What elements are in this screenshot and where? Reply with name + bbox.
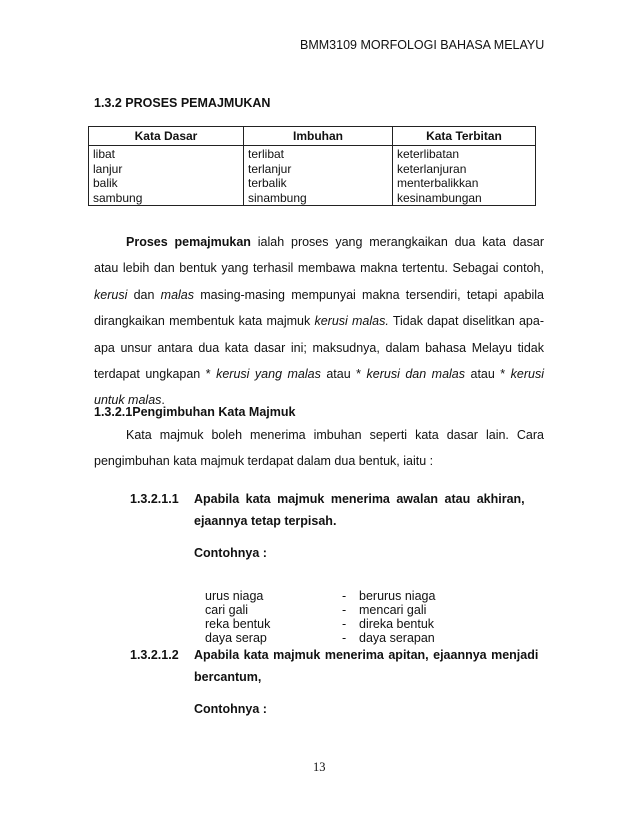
example-result: mencari gali bbox=[359, 603, 427, 617]
example-dash: - bbox=[342, 589, 347, 603]
table-header-cell: Kata Dasar bbox=[89, 127, 244, 146]
term-bold: Proses pemajmukan bbox=[126, 235, 251, 249]
paragraph-text: dan bbox=[127, 287, 161, 302]
table-row bbox=[89, 162, 536, 177]
paragraph-text: atau * bbox=[465, 367, 511, 382]
table-cell: balik bbox=[89, 176, 244, 191]
table-cell: terbalik bbox=[244, 176, 393, 191]
table-row bbox=[89, 146, 536, 162]
item-number: 1.3.2.1.2 bbox=[130, 648, 179, 662]
subsection-paragraph bbox=[94, 422, 544, 475]
paragraph-text: Tidak dapat diselitkan apa-apa unsur antara dua kata dasar ini; maksudnya, dalam bahasa Melayu tidak terdapat ungkapan * bbox=[94, 314, 545, 382]
example-dash: - bbox=[342, 617, 347, 631]
section-title: 1.3.2 PROSES PEMAJMUKAN bbox=[94, 96, 271, 110]
table-cell: sambung bbox=[89, 191, 244, 206]
example-italic: kerusi yang malas bbox=[216, 367, 321, 382]
paragraph-text: ialah proses yang merangkaikan dua kata dasar atau lebih dan bentuk yang terhasil membawa makna tertentu. Sebagai contoh, bbox=[94, 235, 544, 276]
table-cell: terlibat bbox=[244, 146, 393, 162]
definition-paragraph bbox=[94, 229, 544, 414]
example-base: reka bentuk bbox=[205, 617, 271, 631]
table-cell: libat bbox=[89, 146, 244, 162]
subsection-title: 1.3.2.1Pengimbuhan Kata Majmuk bbox=[94, 405, 296, 419]
example-base: urus niaga bbox=[205, 589, 264, 603]
table-cell: keterlanjuran bbox=[393, 162, 536, 177]
item-line-2: ejaannya tetap terpisah. bbox=[194, 514, 337, 528]
page-number: 13 bbox=[313, 760, 326, 774]
example-italic: kerusi malas. bbox=[314, 314, 389, 329]
example-italic: kerusi bbox=[94, 287, 128, 302]
item-heading-2 bbox=[130, 648, 538, 662]
table-header-row bbox=[89, 127, 536, 146]
example-italic: kerusi dan malas bbox=[366, 367, 466, 382]
table-cell: kesinambungan bbox=[393, 191, 536, 206]
example-dash: - bbox=[342, 603, 347, 617]
example-result: daya serapan bbox=[359, 631, 435, 645]
table-row bbox=[89, 176, 536, 191]
morphology-table bbox=[88, 126, 536, 206]
example-result: direka bentuk bbox=[359, 617, 435, 631]
item-line-2: bercantum, bbox=[194, 670, 262, 684]
example-italic: malas bbox=[160, 287, 194, 302]
item-heading-1 bbox=[130, 492, 525, 506]
table-cell: menterbalikkan bbox=[393, 176, 536, 191]
contoh-label: Contohnya : bbox=[194, 546, 267, 560]
item-line: Apabila kata majmuk menerima apitan, ejaannya menjadi bbox=[194, 648, 539, 662]
example-base: daya serap bbox=[205, 631, 267, 645]
example-dash: - bbox=[342, 631, 347, 645]
table-header-cell: Kata Terbitan bbox=[393, 127, 536, 146]
paragraph-text: Kata majmuk boleh menerima imbuhan seperti kata dasar lain. Cara pengimbuhan kata majmuk terdapat dalam dua bentuk, iaitu : bbox=[94, 428, 544, 469]
table-cell: sinambung bbox=[244, 191, 393, 206]
paragraph-text: . bbox=[161, 393, 165, 408]
paragraph-text: atau * bbox=[320, 367, 367, 382]
item-number: 1.3.2.1.1 bbox=[130, 492, 179, 506]
table-cell: keterlibatan bbox=[393, 146, 536, 162]
page-header: BMM3109 MORFOLOGI BAHASA MELAYU bbox=[300, 38, 545, 52]
table-cell: terlanjur bbox=[244, 162, 393, 177]
table-cell: lanjur bbox=[89, 162, 244, 177]
example-result: berurus niaga bbox=[359, 589, 436, 603]
item-line: Apabila kata majmuk menerima awalan atau akhiran, bbox=[194, 492, 525, 506]
contoh-label: Contohnya : bbox=[194, 702, 267, 716]
example-italic: kerusi untuk malas bbox=[94, 367, 544, 408]
example-base: cari gali bbox=[205, 603, 249, 617]
paragraph-text: masing-masing mempunyai makna tersendiri, tetapi apabila dirangkaikan membentuk kata majmuk bbox=[94, 287, 544, 329]
table-row bbox=[89, 191, 536, 206]
table-header-cell: Imbuhan bbox=[244, 127, 393, 146]
